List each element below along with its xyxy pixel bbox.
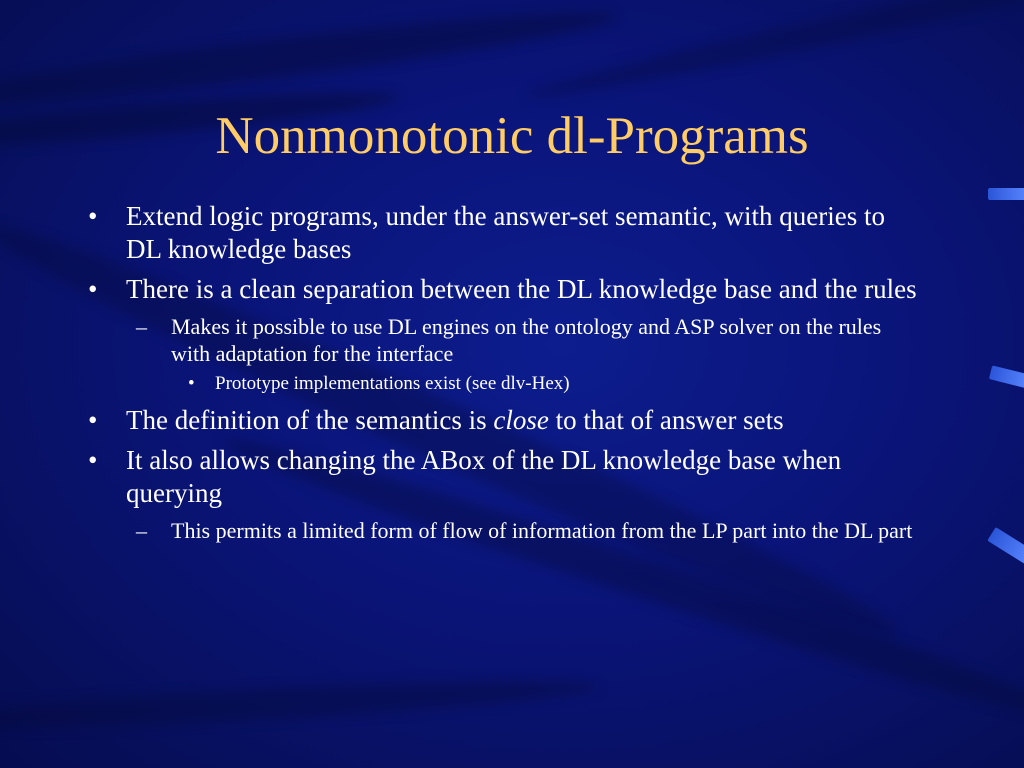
bullet-text: There is a clean separation between the DL knowledge base and the rules [126,274,917,304]
bullet-list [82,200,922,549]
bullet-item [82,444,922,510]
bullet-marker: • [188,373,195,394]
bullet-item [82,404,922,437]
sub-sub-bullet-text: Prototype implementations exist (see dlv-Hex) [215,373,570,394]
sub-bullet-item [82,313,922,367]
accent-slash [988,188,1024,200]
emphasized-word: close [493,405,549,435]
sub-bullet-text: Makes it possible to use DL engines on the ontology and ASP solver on the rules with adaptation for the interface [171,314,882,366]
bullet-item [82,200,922,266]
bullet-marker: • [88,201,98,231]
sub-bullet-item [82,517,922,544]
background-streak [0,672,600,739]
bullet-marker: • [88,274,98,304]
bullet-item [82,273,922,306]
bullet-text-before: The definition of the semantics is [126,405,494,435]
accent-slash [989,365,1024,388]
dash-marker: – [136,314,147,339]
sub-sub-bullet-item [82,372,922,396]
bullet-marker: • [88,405,98,435]
slide-title: Nonmonotonic dl-Programs [215,107,809,165]
bullet-marker: • [88,445,98,475]
bullet-text-after: to that of answer sets [548,405,784,435]
accent-slash [987,527,1024,565]
dash-marker: – [136,518,147,543]
bullet-text: Extend logic programs, under the answer-set semantic, with queries to DL knowledge bases [126,201,885,264]
bullet-text: It also allows changing the ABox of the DL knowledge base when querying [126,445,842,508]
sub-bullet-text: This permits a limited form of flow of information from the LP part into the DL part [171,518,913,543]
